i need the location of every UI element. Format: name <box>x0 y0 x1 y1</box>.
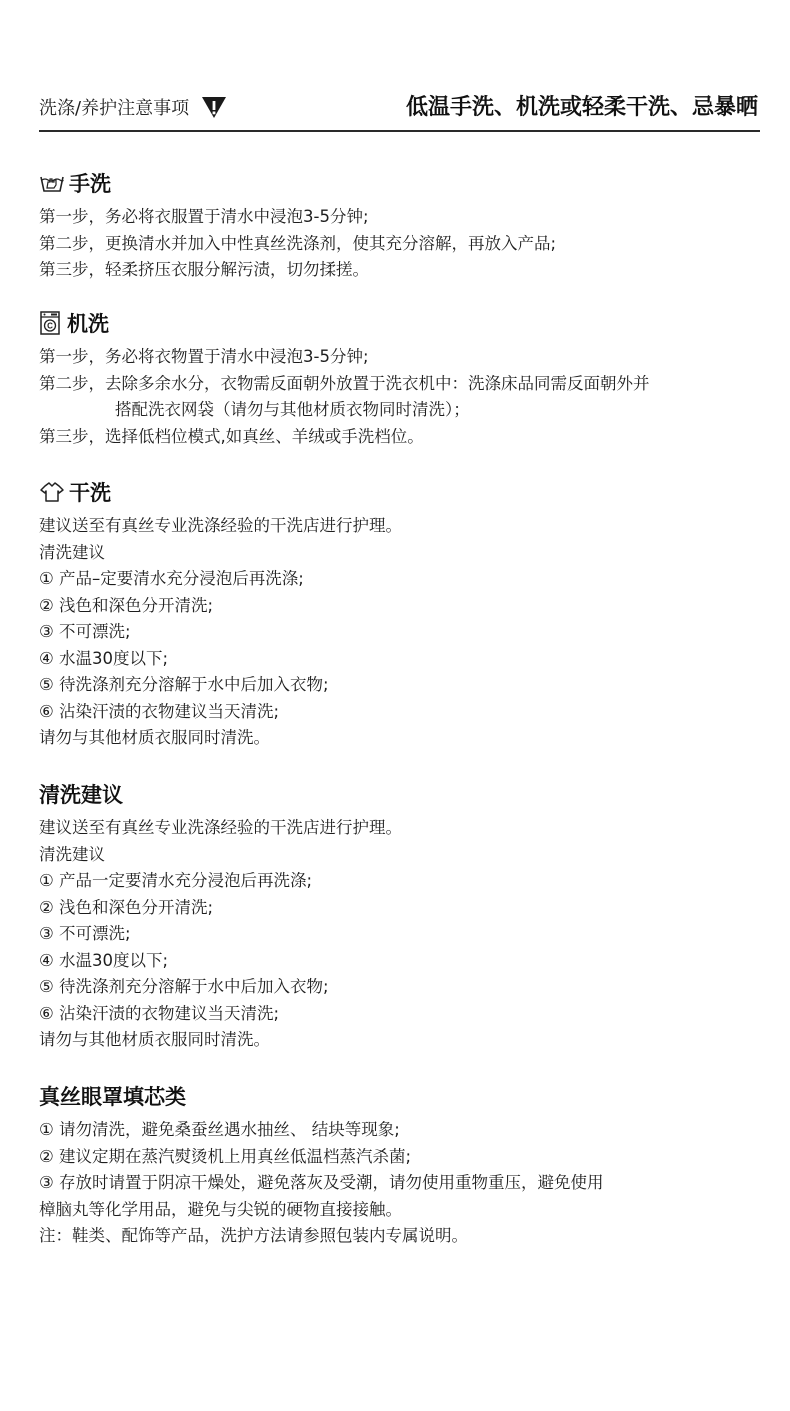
text-line: ③ 存放时请置于阴凉干燥处，避免落灰及受潮，请勿使用重物重压，避免使用 <box>39 1173 604 1192</box>
eye-mask-heading <box>39 1081 769 1111</box>
hand-wash-icon <box>39 171 65 195</box>
cleaning-advice-title: 清洗建议 <box>39 783 123 807</box>
header-left <box>39 94 227 120</box>
text-line: 第二步，去除多余水分，衣物需反面朝外放置于洗衣机中：洗涤床品同需反面朝外并 <box>39 373 650 393</box>
dry-clean-heading <box>39 477 769 507</box>
machine-wash-lines <box>39 344 769 450</box>
svg-text:C: C <box>47 321 53 331</box>
machine-wash-heading <box>39 308 769 338</box>
text-line: 第三步，轻柔挤压衣服分解污渍，切勿揉搓。 <box>39 260 369 279</box>
cleaning-advice-heading <box>39 779 769 809</box>
machine-wash-section <box>39 308 769 450</box>
text-line: 第二步，更换清水并加入中性真丝洗涤剂，使其充分溶解，再放入产品; <box>39 233 557 253</box>
header <box>39 82 760 132</box>
hand-wash-lines <box>39 204 769 284</box>
text-line: 清洗建议 <box>39 844 105 864</box>
hand-wash-heading <box>39 168 769 198</box>
text-line: ① 产品–定要清水充分浸泡后再洗涤; <box>39 569 304 588</box>
text-line: 请勿与其他材质衣服同时清洗。 <box>39 1030 270 1049</box>
text-line: ④ 水温30度以下; <box>39 648 169 668</box>
text-line: 第一步，务必将衣服置于清水中浸泡3-5分钟; <box>39 207 369 226</box>
text-line: 注：鞋类、配饰等产品，洗护方法请参照包装内专属说明。 <box>39 1226 468 1245</box>
text-line: ① 请勿清洗，避免桑蚕丝遇水抽丝、 结块等现象; <box>39 1120 400 1139</box>
warning-icon <box>201 95 227 119</box>
hand-wash-title: 手洗 <box>69 172 111 196</box>
eye-mask-section <box>39 1081 769 1250</box>
washing-machine-icon <box>39 310 63 336</box>
text-line: 请勿与其他材质衣服同时清洗。 <box>39 728 270 747</box>
text-line: ① 产品一定要清水充分浸泡后再洗涤; <box>39 871 313 890</box>
hand-wash-section <box>39 168 769 284</box>
text-line: 第一步，务必将衣物置于清水中浸泡3-5分钟; <box>39 347 369 366</box>
text-line: ⑥ 沾染汗渍的衣物建议当天清洗; <box>39 1003 280 1023</box>
text-line: ⑤ 待洗涤剂充分溶解于水中后加入衣物; <box>39 977 329 996</box>
cleaning-advice-lines <box>39 815 769 1054</box>
text-line: ⑥ 沾染汗渍的衣物建议当天清洗; <box>39 701 280 721</box>
text-line: ② 浅色和深色分开清洗; <box>39 897 214 917</box>
text-line: ② 建议定期在蒸汽熨烫机上用真丝低温档蒸汽杀菌; <box>39 1146 412 1166</box>
text-line: ③ 不可漂洗; <box>39 924 131 943</box>
text-line: 第三步，选择低档位模式,如真丝、羊绒或手洗档位。 <box>39 426 424 446</box>
dry-clean-lines <box>39 513 769 752</box>
text-line: ③ 不可漂洗; <box>39 622 131 641</box>
text-line: ⑤ 待洗涤剂充分溶解于水中后加入衣物; <box>39 675 329 694</box>
text-line: 搭配洗衣网袋（请勿与其他材质衣物同时清洗）； <box>115 400 470 419</box>
dry-clean-title: 干洗 <box>69 481 111 505</box>
text-line: 建议送至有真丝专业洗涤经验的干洗店进行护理。 <box>39 818 402 837</box>
text-line: ④ 水温30度以下; <box>39 950 169 970</box>
text-line: ② 浅色和深色分开清洗; <box>39 595 214 615</box>
text-line: 清洗建议 <box>39 542 105 562</box>
machine-wash-title: 机洗 <box>67 312 109 336</box>
cleaning-advice-section <box>39 779 769 1054</box>
header-left-title: 洗涤/养护注意事项 <box>39 98 190 119</box>
eye-mask-title: 真丝眼罩填芯类 <box>39 1085 186 1109</box>
eye-mask-lines <box>39 1117 769 1250</box>
text-line: 建议送至有真丝专业洗涤经验的干洗店进行护理。 <box>39 516 402 535</box>
dry-clean-icon <box>39 480 65 504</box>
text-line: 樟脑丸等化学用品，避免与尖锐的硬物直接接触。 <box>39 1199 402 1219</box>
dry-clean-section <box>39 477 769 752</box>
header-right-title: 低温手洗、机洗或轻柔干洗、忌暴晒 <box>405 95 758 120</box>
